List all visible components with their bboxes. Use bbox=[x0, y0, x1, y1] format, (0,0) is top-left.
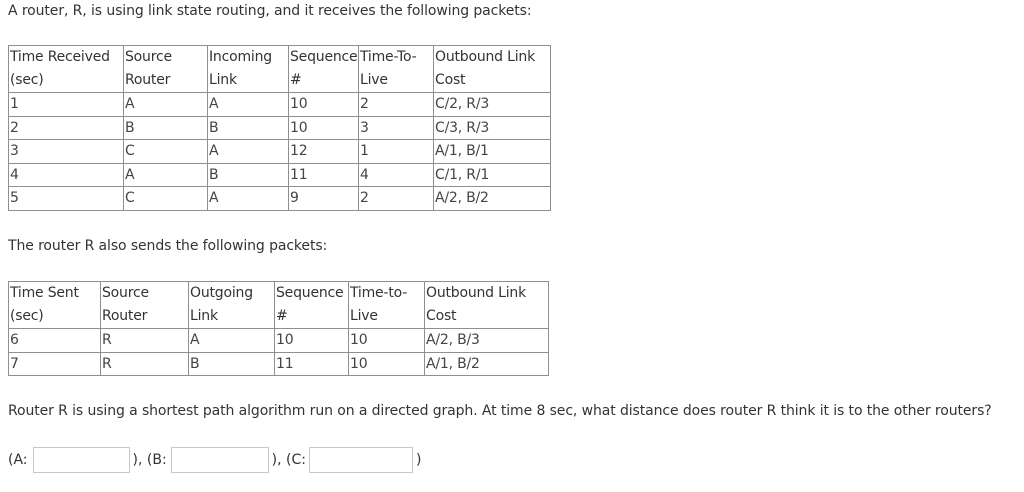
header-time-received: Time Received (sec) bbox=[9, 46, 124, 93]
table-cell: 2 bbox=[359, 187, 434, 211]
table-cell: 4 bbox=[9, 163, 124, 187]
header-time-to-live: Time-to- Live bbox=[349, 282, 425, 329]
answer-row bbox=[8, 446, 421, 474]
table-cell: 3 bbox=[359, 116, 434, 140]
table-row bbox=[9, 163, 551, 187]
table-row bbox=[9, 329, 549, 353]
table-cell: A bbox=[208, 93, 289, 117]
table-cell: A bbox=[124, 163, 208, 187]
table-cell: B bbox=[208, 163, 289, 187]
answer-label-a: (A: bbox=[8, 452, 28, 468]
table-cell: C/1, R/1 bbox=[434, 163, 551, 187]
header-sequence: Sequence # bbox=[275, 282, 349, 329]
table-cell: 1 bbox=[9, 93, 124, 117]
table-cell: C/2, R/3 bbox=[434, 93, 551, 117]
table-cell: 7 bbox=[9, 352, 101, 376]
table-cell: B bbox=[189, 352, 275, 376]
table-cell: C bbox=[124, 140, 208, 164]
table-cell: 12 bbox=[289, 140, 359, 164]
answer-label-c: ), (C: bbox=[271, 452, 306, 468]
table-cell: 10 bbox=[289, 93, 359, 117]
table-cell: 2 bbox=[9, 116, 124, 140]
header-time-to-live: Time-To- Live bbox=[359, 46, 434, 93]
sent-intro-text: The router R also sends the following packets: bbox=[8, 238, 328, 254]
received-packets-table bbox=[8, 45, 551, 211]
table-cell: A/1, B/1 bbox=[434, 140, 551, 164]
header-incoming-link: Incoming Link bbox=[208, 46, 289, 93]
table-cell: A/2, B/3 bbox=[425, 329, 549, 353]
table-row bbox=[9, 140, 551, 164]
header-source-router: Source Router bbox=[124, 46, 208, 93]
table-cell: 9 bbox=[289, 187, 359, 211]
header-outgoing-link: Outgoing Link bbox=[189, 282, 275, 329]
table-cell: A bbox=[124, 93, 208, 117]
distance-b-input[interactable] bbox=[171, 447, 269, 473]
table-row bbox=[9, 116, 551, 140]
table-cell: 5 bbox=[9, 187, 124, 211]
table-row bbox=[9, 187, 551, 211]
table-cell: C bbox=[124, 187, 208, 211]
intro-text: A router, R, is using link state routing, and it receives the following packets: bbox=[8, 3, 532, 19]
table-row bbox=[9, 352, 549, 376]
table-cell: A bbox=[208, 140, 289, 164]
table-cell: 10 bbox=[275, 329, 349, 353]
header-outbound-link-cost: Outbound Link Cost bbox=[434, 46, 551, 93]
table-row bbox=[9, 93, 551, 117]
table-cell: 2 bbox=[359, 93, 434, 117]
question-text: Router R is using a shortest path algorithm run on a directed graph. At time 8 sec, what distance does router R think it is to the other routers? bbox=[8, 403, 992, 419]
header-sequence: Sequence # bbox=[289, 46, 359, 93]
table-cell: A bbox=[189, 329, 275, 353]
table-header-row bbox=[9, 46, 551, 93]
table-cell: R bbox=[101, 352, 189, 376]
header-time-sent: Time Sent (sec) bbox=[9, 282, 101, 329]
table-cell: 11 bbox=[275, 352, 349, 376]
table-cell: B bbox=[124, 116, 208, 140]
answer-label-end: ) bbox=[416, 452, 422, 468]
table-cell: B bbox=[208, 116, 289, 140]
table-cell: A bbox=[208, 187, 289, 211]
table-cell: A/1, B/2 bbox=[425, 352, 549, 376]
table-cell: 10 bbox=[349, 352, 425, 376]
table-cell: 11 bbox=[289, 163, 359, 187]
answer-label-b: ), (B: bbox=[132, 452, 167, 468]
table-cell: 3 bbox=[9, 140, 124, 164]
table-cell: C/3, R/3 bbox=[434, 116, 551, 140]
table-cell: 4 bbox=[359, 163, 434, 187]
table-cell: 10 bbox=[289, 116, 359, 140]
table-cell: 10 bbox=[349, 329, 425, 353]
table-cell: 6 bbox=[9, 329, 101, 353]
table-cell: A/2, B/2 bbox=[434, 187, 551, 211]
distance-c-input[interactable] bbox=[309, 447, 413, 473]
table-header-row bbox=[9, 282, 549, 329]
distance-a-input[interactable] bbox=[33, 447, 130, 473]
header-outbound-link-cost: Outbound Link Cost bbox=[425, 282, 549, 329]
table-cell: 1 bbox=[359, 140, 434, 164]
sent-packets-table bbox=[8, 281, 549, 376]
header-source-router: Source Router bbox=[101, 282, 189, 329]
table-cell: R bbox=[101, 329, 189, 353]
